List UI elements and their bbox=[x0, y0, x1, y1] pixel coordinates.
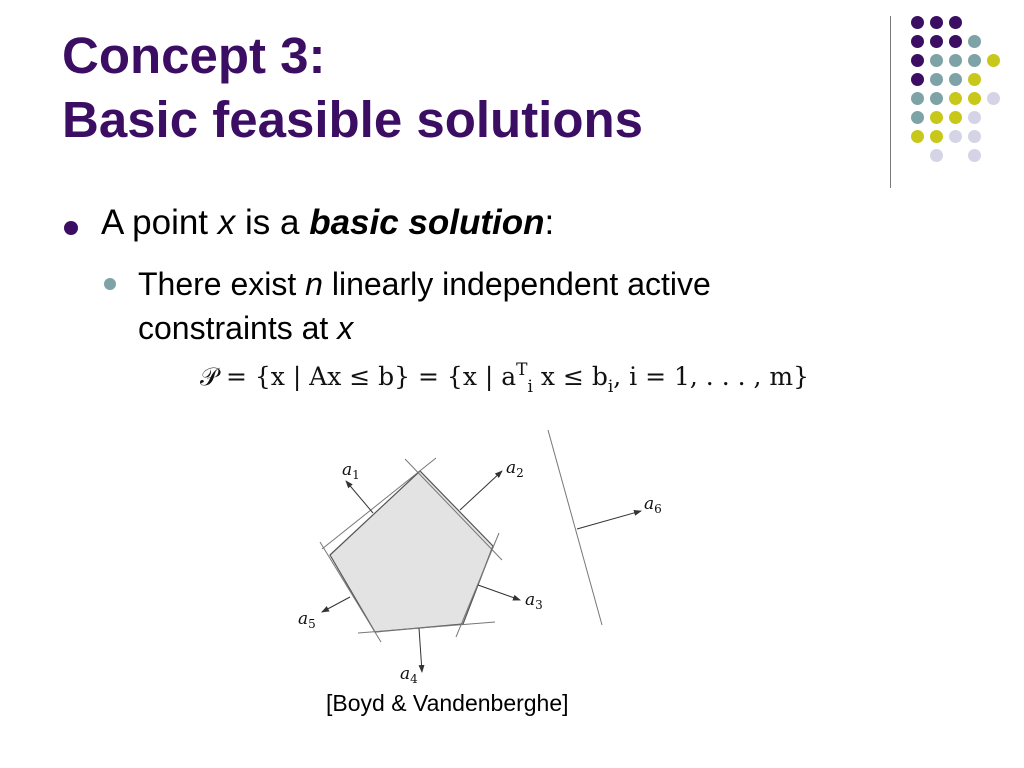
bullet-text bbox=[101, 203, 554, 243]
label-a1: $a_1$ bbox=[342, 460, 360, 482]
dot bbox=[949, 54, 962, 67]
formula-part: x ≤ b bbox=[532, 362, 608, 391]
normal-arrow-a2 bbox=[460, 471, 502, 510]
dot bbox=[987, 54, 1000, 67]
dot bbox=[911, 130, 924, 143]
slide-title bbox=[62, 24, 643, 152]
dot bbox=[911, 92, 924, 105]
dot bbox=[968, 35, 981, 48]
dot bbox=[968, 149, 981, 162]
normal-arrow-a4 bbox=[419, 628, 422, 672]
text-segment: : bbox=[544, 203, 555, 242]
variable-x: x bbox=[217, 203, 236, 242]
label-a3: $a_3$ bbox=[525, 590, 543, 612]
formula-part: 𝒫 = {x | Ax ≤ b} = {x | a bbox=[200, 362, 517, 391]
dot bbox=[911, 54, 924, 67]
dot bbox=[911, 111, 924, 124]
dot bbox=[911, 73, 924, 86]
dot bbox=[930, 149, 943, 162]
dot bbox=[949, 92, 962, 105]
normal-arrow-a6 bbox=[577, 511, 641, 529]
dot bbox=[949, 111, 962, 124]
dot bbox=[968, 92, 981, 105]
formula-subscript: i bbox=[607, 377, 614, 397]
variable-n: n bbox=[305, 266, 323, 302]
figure-credit: [Boyd & Vandenberghe] bbox=[326, 690, 569, 716]
normal-arrow-a5 bbox=[322, 597, 350, 612]
formula-part: , i = 1, . . . , m} bbox=[613, 362, 809, 391]
dot bbox=[930, 73, 943, 86]
dot bbox=[930, 35, 943, 48]
variable-x: x bbox=[337, 310, 354, 346]
dot bbox=[930, 130, 943, 143]
emphasis-basic-solution: basic solution bbox=[309, 203, 545, 242]
header-divider bbox=[890, 16, 891, 188]
dot bbox=[930, 16, 943, 29]
text-segment: A point bbox=[101, 203, 218, 242]
dot bbox=[968, 73, 981, 86]
text-segment: constraints at bbox=[138, 310, 338, 346]
dot bbox=[930, 92, 943, 105]
formula-subscript: i bbox=[527, 377, 533, 397]
bullet-marker bbox=[64, 221, 78, 235]
dot bbox=[911, 35, 924, 48]
dot bbox=[911, 16, 924, 29]
constraint-line-6 bbox=[548, 430, 602, 625]
label-a2: $a_2$ bbox=[506, 458, 524, 480]
normal-arrow-a3 bbox=[478, 585, 520, 600]
formula-superscript: T bbox=[516, 360, 528, 380]
dot bbox=[987, 92, 1000, 105]
dot bbox=[930, 54, 943, 67]
label-a4: $a_4$ bbox=[400, 664, 418, 686]
dot bbox=[949, 73, 962, 86]
normal-arrow-a1 bbox=[346, 481, 373, 513]
bullet-marker bbox=[104, 278, 116, 290]
dot bbox=[949, 130, 962, 143]
polyhedron-formula bbox=[200, 360, 809, 397]
dot bbox=[949, 16, 962, 29]
text-segment: linearly independent active bbox=[322, 266, 711, 302]
dot bbox=[930, 111, 943, 124]
label-a5: $a_5$ bbox=[298, 609, 316, 631]
polyhedron-diagram bbox=[280, 425, 700, 690]
title-line-2: Basic feasible solutions bbox=[62, 91, 644, 148]
title-line-1: Concept 3: bbox=[62, 27, 326, 84]
text-segment: is a bbox=[235, 203, 310, 242]
label-a6: $a_6$ bbox=[644, 494, 662, 516]
dot bbox=[968, 111, 981, 124]
dot bbox=[949, 35, 962, 48]
text-segment: There exist bbox=[138, 266, 306, 302]
dot bbox=[968, 54, 981, 67]
dot bbox=[968, 130, 981, 143]
bullet-text bbox=[138, 262, 838, 350]
